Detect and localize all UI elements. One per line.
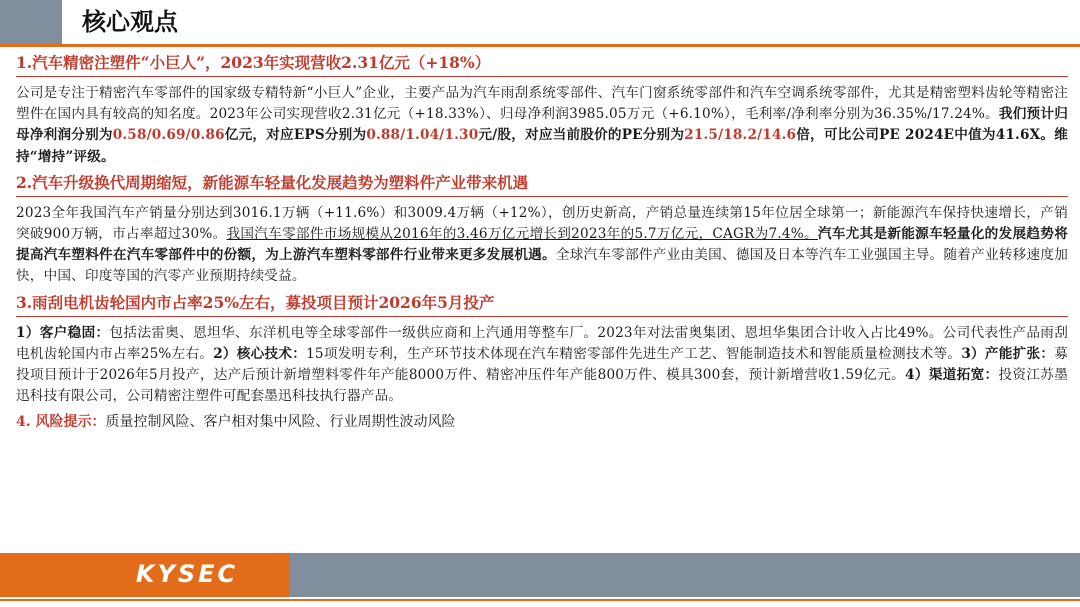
s3-capacity-label: 3）产能扩张： bbox=[961, 345, 1055, 362]
s1-text-b: 我们预计归母净利润分别为 bbox=[16, 106, 1069, 144]
risk-label: 4. 风险提示： bbox=[16, 414, 106, 431]
header bbox=[0, 0, 1080, 48]
footer bbox=[0, 553, 1080, 607]
s1-text-f: 元/股，对应当前股价的PE分别为 bbox=[478, 127, 685, 144]
brand-logo-text: KYSEC bbox=[135, 560, 239, 588]
s1-text-d: 亿元，对应EPS分别为 bbox=[224, 127, 367, 144]
s3-channel-label: 4）渠道拓宽： bbox=[905, 367, 999, 384]
s1-eps-forecast: 0.88/1.04/1.30 bbox=[366, 127, 479, 144]
s3-channel-text: 投资江苏墨迅科技有限公司，公司精密注塑件可配套墨迅科技执行器产品。 bbox=[16, 367, 1069, 405]
s3-customer-label: 1）客户稳固： bbox=[16, 324, 110, 341]
section-2-title: 2.汽车升级换代周期缩短，新能源车轻量化发展趋势为塑料件产业带来机遇 bbox=[16, 172, 529, 192]
s3-tech-text: 15项发明专利，生产环节技术体现在汽车精密零部件先进生产工艺、智能制造技术和智能质量检测技术等。 bbox=[306, 345, 962, 362]
header-divider bbox=[0, 44, 1080, 47]
section-1-paragraph bbox=[16, 83, 1068, 168]
section-3-title: 3.雨刮电机齿轮国内市占率25%左右，募投项目预计2026年5月投产 bbox=[16, 292, 495, 312]
section-1-title: 1.汽车精密注塑件“小巨人”，2023年实现营收2.31亿元（+18%） bbox=[16, 53, 491, 72]
s3-customer-text: 包括法雷奥、恩坦华、东洋机电等全球零部件一级供应商和上汽通用等整车厂。2023年对法雷奥集团、恩坦华集团合计收入占比49%。公司代表性产品雨刮电机齿轮国内市占率25%左右。 bbox=[16, 324, 1068, 362]
risk-text: 质量控制风险、客户相对集中风险、行业周期性波动风险 bbox=[105, 414, 456, 431]
footer-divider bbox=[0, 599, 1080, 601]
risk-section bbox=[16, 411, 1068, 433]
s2-text-d: 全球汽车零部件产业由美国、德国及日本等汽车工业强国主导。随着产业转移速度加快，中国、印度等国的汽零产业预期持续受益。 bbox=[16, 247, 1069, 285]
s1-profit-forecast: 0.58/0.69/0.86 bbox=[112, 127, 225, 144]
page-title: 核心观点 bbox=[82, 7, 178, 36]
s3-tech-label: 2）核心技术： bbox=[213, 345, 307, 362]
s1-pe-forecast: 21.5/18.2/14.6 bbox=[684, 127, 797, 144]
header-accent-block bbox=[0, 0, 62, 44]
s2-market-size: 我国汽车零部件市场规模从2016年的3.46万亿元增长到2023年的5.7万亿元，CAGR为7.4%。 bbox=[226, 226, 818, 243]
section-3-paragraph bbox=[16, 323, 1068, 408]
s1-text-a: 公司是专注于精密汽车零部件的国家级专精特新“小巨人”企业，主要产品为汽车雨刮系统零部件、汽车门窗系统零部件和汽车空调系统零部件，尤其是精密塑料齿轮等精密注塑件在国内具有较高的知名度。2023年公司实现营收2.31亿元（+18.33%）、归母净利润3985.05万元（+6.10%），毛利率/净利率分别为36.35%/17.24%。 bbox=[16, 85, 1068, 123]
s2-lightweight-trend: 汽车尤其是新能源车轻量化的发展趋势将提高汽车塑料件在汽车零部件中的份额，为上游汽车塑料零部件行业带来更多发展机遇。 bbox=[16, 226, 1068, 264]
section-2-rule bbox=[16, 196, 1068, 197]
footer-bar bbox=[290, 553, 1080, 597]
brand-logo bbox=[112, 559, 262, 589]
section-1-rule bbox=[16, 76, 1068, 77]
section-2-paragraph bbox=[16, 203, 1068, 288]
s2-text-a: 2023全年我国汽车产销量分别达到3016.1万辆（+11.6%）和3009.4万辆（+12%），创历史新高，产销总量连续第15年位居全球第一；新能源汽车保持快速增长，产销突破900万辆，市占率超过30%。 bbox=[16, 204, 1068, 243]
main-content bbox=[16, 52, 1068, 433]
s3-capacity-text: 募投项目预计于2026年5月投产，达产后预计新增塑料零件年产能8000万件、精密冲压件年产能800万件、模具300套，预计新增营收1.59亿元。 bbox=[16, 345, 1068, 384]
s1-text-h: 倍，可比公司PE 2024E中值为41.6X。维持“增持”评级。 bbox=[16, 127, 1068, 165]
section-3-rule bbox=[16, 316, 1068, 317]
